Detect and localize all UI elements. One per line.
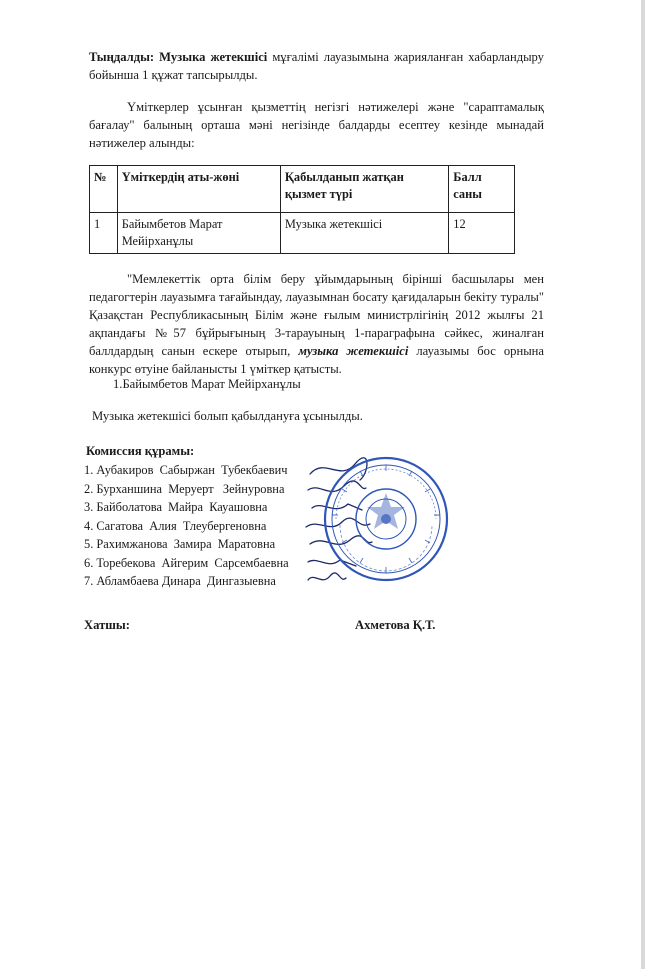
scan-edge [641,0,645,969]
col-score: Балл саны [449,166,515,213]
col-number: № [90,166,118,213]
secretary-name: Ахметова Қ.Т. [355,618,436,632]
col-name: Үміткердің аты-жөні [117,166,280,213]
commission-title: Комиссия құрамы: [86,444,195,458]
cell-score: 12 [449,213,515,254]
official-seal-icon [322,455,450,583]
table-row [90,213,515,254]
decision-text-before: "Мемлекеттік орта білім беру ұйымдарының бірінші басшылары мен педагогтерін лауазымға тағайындау, лауазымнан босату қағидаларын бекіту туралы" Қазақстан Республикасының Білім және ғылым министрлігінің 2012 жылғы 21 ақпандағы №57 бұйрығының 3-тарауының 1-параграфына сәйкес, жиналған баллдардың санын ескере отырып, [89,272,544,358]
commission-member: 7. Абламбаева Динара Дингазыевна [84,574,276,588]
cell-number: 1 [90,213,118,254]
decision-paragraph [89,270,544,378]
intro-paragraph [89,48,544,84]
commission-member: 1. Аубакиров Сабыржан Тубекбаевич [84,463,288,477]
intro-rest: мұғалімі лауазымына жарияланған хабарландыру бойынша 1 құжат тапсырылды. [89,50,544,82]
method-paragraph: Үміткерлер ұсынған қызметтің негізгі нәтижелері және "сараптамалық бағалау" балының орташа мәні негізінде балдарды есептеу кезінде мынадай нәтижелер алынды: [89,100,544,150]
col-position: Қабылданып жатқан қызмет түрі [280,166,448,213]
recommendation: Музыка жетекшісі болып қабылдануға ұсынылды. [92,409,363,423]
commission-member: 5. Рахимжанова Замира Маратовна [84,537,276,551]
intro-lead: Тыңдалды: [89,50,155,64]
commission-member: 4. Сагатова Алия Тлеубергеновна [84,518,267,533]
commission-list [84,461,289,591]
commission-member: 6. Торебекова Айгерим Сарсембаевна [84,555,289,570]
commission-member: 2. Бурханшина Меруерт Зейнуровна [84,481,285,496]
commission-member: 3. Байболатова Майра Кауашовна [84,500,268,514]
results-table [89,165,515,254]
intro-position: Музыка жетекшісі [159,50,268,64]
secretary-label: Хатшы: [84,618,130,632]
cell-position: Музыка жетекшісі [280,213,448,254]
candidate-line: 1.Байымбетов Марат Мейірханұлы [113,377,301,391]
decision-text-after: лауазымы бос орнына конкурс өтуіне байланысты 1 үміткер қатысты. [89,344,544,376]
cell-name: Байымбетов Марат Мейірханұлы [117,213,280,254]
decision-position: музыка жетекшісі [298,344,409,358]
table-header-row [90,166,515,213]
